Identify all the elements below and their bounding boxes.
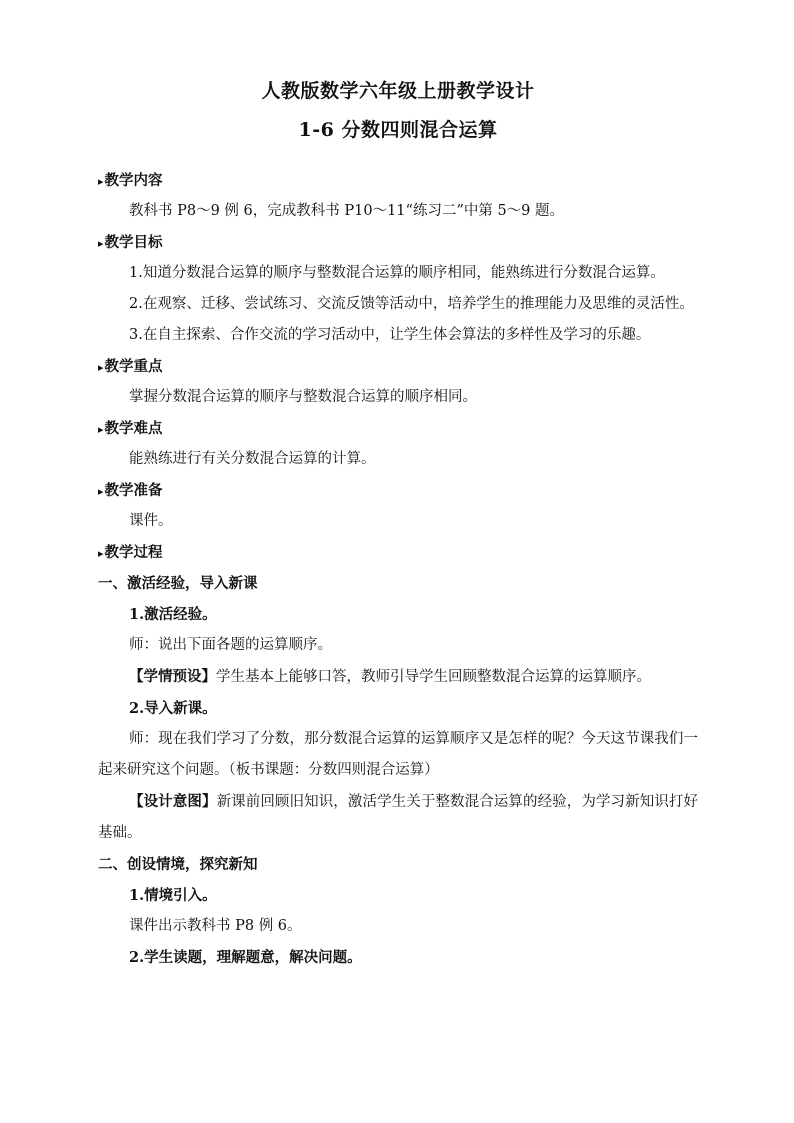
part1-step-2-text: 师：现在我们学习了分数，那分数混合运算的运算顺序又是怎样的呢？今天这节课我们一起来研究这个问题。（板书课题：分数四则混合运算） xyxy=(98,731,698,778)
section-heading-content: ▸ 教学内容 xyxy=(98,165,698,196)
part2-step-2: 2.学生读题，理解题意，解决问题。 xyxy=(129,949,362,966)
part2-step-1: 1.情境引入。 xyxy=(129,887,217,904)
part2-step-1-text: 课件出示教科书 P8 例 6。 xyxy=(129,918,302,934)
document-title: 人教版数学六年级上册教学设计 xyxy=(261,80,535,102)
section-heading-process: ▸ 教学过程 xyxy=(98,537,698,568)
goal-item-2: 2.在观察、迁移、尝试练习、交流反馈等活动中，培养学生的推理能力及思维的灵活性。 xyxy=(129,296,694,312)
goal-item-3: 3.在自主探索、合作交流的学习活动中，让学生体会算法的多样性及学习的乐趣。 xyxy=(129,327,651,343)
preparation-text: 课件。 xyxy=(129,513,173,529)
part1-design-intent xyxy=(98,786,698,849)
part1-step-1: 1.激活经验。 xyxy=(129,606,217,623)
part1-note xyxy=(98,661,698,693)
section-heading-goals: ▸ 教学目标 xyxy=(98,227,698,258)
part1-step-1-text: 师：说出下面各题的运算顺序。 xyxy=(129,637,332,653)
part1-step-2: 2.导入新课。 xyxy=(129,700,217,717)
content-text: 教科书 P8～9 例 6，完成教科书 P10～11“练习二”中第 5～9 题。 xyxy=(129,203,565,219)
document-page xyxy=(98,76,698,973)
difficulties-text: 能熟练进行有关分数混合运算的计算。 xyxy=(129,451,376,467)
section-heading-preparation: ▸ 教学准备 xyxy=(98,475,698,506)
lesson-title: 1-6 分数四则混合运算 xyxy=(298,119,498,141)
section-heading-key-points: ▸ 教学重点 xyxy=(98,351,698,382)
goal-item-1: 1.知道分数混合运算的顺序与整数混合运算的顺序相同，能熟练进行分数混合运算。 xyxy=(129,265,665,281)
design-text: 新课前回顾旧知识，激活学生关于整数混合运算的经验，为学习新知识打好基础。 xyxy=(98,794,699,841)
key-points-text: 掌握分数混合运算的顺序与整数混合运算的顺序相同。 xyxy=(129,389,477,405)
note-text: 学生基本上能够口答，教师引导学生回顾整数混合运算的运算顺序。 xyxy=(216,669,651,685)
part-heading-2: 二、创设情境，探究新知 xyxy=(98,856,258,873)
design-label: 【设计意图】 xyxy=(129,793,217,810)
section-heading-difficulties: ▸ 教学难点 xyxy=(98,413,698,444)
part-heading-1: 一、激活经验，导入新课 xyxy=(98,575,258,592)
note-label: 【学情预设】 xyxy=(129,668,216,685)
